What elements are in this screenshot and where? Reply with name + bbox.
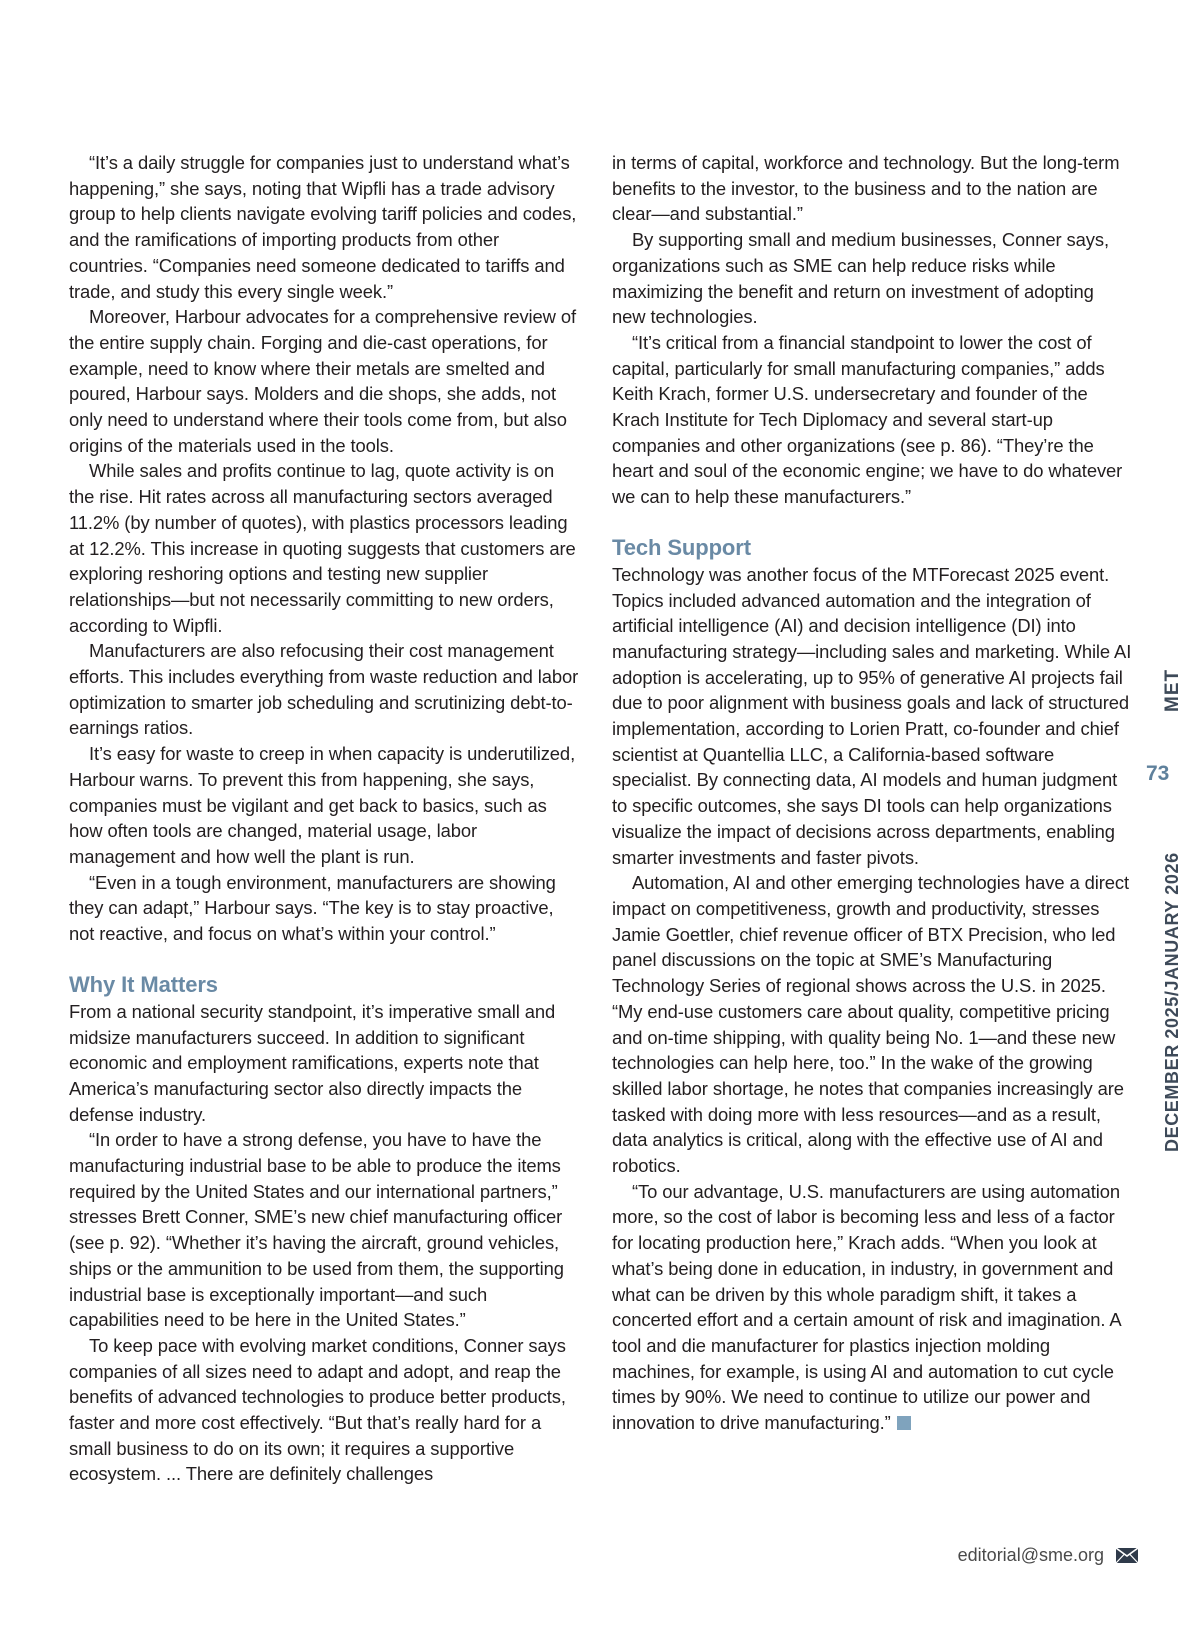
issue-date: DECEMBER 2025/JANUARY 2026 [1162, 852, 1182, 1152]
paragraph: “It’s a daily struggle for companies just to understand what’s happening,” she says, noting that Wipfli has a trade advisory group to help clients navigate evolving tariff policies and codes, and the ramifications of importing products from other countries. “Companies need someone dedicated to tariffs and trade, and study this every single week.” [69, 152, 577, 302]
section-heading-why-it-matters: Why It Matters [69, 971, 218, 997]
paragraph: “It’s critical from a financial standpoint to lower the cost of capital, particularly for small manufacturing companies,” adds Keith Krach, former U.S. undersecretary and founder of the Krach Institute for Tech Diplomacy and several start-up companies and other organizations (see p. 86). “They’re the heart and soul of the economic engine; we have to do whatever we can to help these manufacturers.” [612, 331, 1123, 508]
paragraph: Manufacturers are also refocusing their cost management efforts. This includes everything from waste reduction and labor optimization to smarter job scheduling and scrutinizing debt-to-earnings ratios. [69, 640, 579, 739]
paragraph: Technology was another focus of the MTForecast 2025 event. Topics included advanced automation and the integration of artificial intelligence (AI) and decision intelligence (DI) into manufacturing strategy—including sales and marketing. While AI adoption is accelerating, up to 95% of generative AI projects fail due to poor alignment with business goals and lack of structured implementation, according to Lorien Pratt, co-founder and chief scientist at Quantellia LLC, a California-based software specialist. By connecting data, AI models and human judgment to specific outcomes, she says DI tools can help organizations visualize the impact of decisions across departments, enabling smarter investments and faster pivots. [612, 563, 1132, 868]
paragraph-final-text: “To our advantage, U.S. manufacturers are using automation more, so the cost of labor is becoming less and less of a factor for locating production here,” Krach adds. “When you look at what’s being done in education, in industry, in government and what can be driven by this whole paradigm shift, it takes a concerted effort and a certain amount of risk and imagination. A tool and die manufacturer for plastics injection molding machines, for example, is using AI and automation to cut cycle times by 90%. We need to continue to utilize our power and innovation to drive manufacturing.” [612, 1180, 1121, 1434]
footer-email-link[interactable]: editorial@sme.org [957, 1545, 1104, 1565]
paragraph-final [612, 1179, 1132, 1436]
footer [958, 1545, 1138, 1566]
publication-name: MET [1162, 668, 1183, 712]
paragraph: To keep pace with evolving market conditions, Conner says companies of all sizes need to adapt and adopt, and reap the benefits of advanced technologies to produce better products, faster and more cost effectively. “But that’s really hard for a small business to do on its own; it requires a supportive ecosystem. ... There are definitely challenges [69, 1334, 566, 1485]
page-number: 73 [1146, 762, 1170, 785]
paragraph: Moreover, Harbour advocates for a comprehensive review of the entire supply chain. Forging and die-cast operations, for example, need to know where their metals are smelted and poured, Harbour says. Molders and die shops, she adds, not only need to understand where their tools come from, but also origins of the materials used in the tools. [69, 306, 576, 456]
paragraph: While sales and profits continue to lag, quote activity is on the rise. Hit rates across all manufacturing sectors averaged 11.2% (by number of quotes), with plastics processors leading at 12.2%. This increase in quoting suggests that customers are exploring reshoring options and testing new supplier relationships—but not necessarily committing to new orders, according to Wipfli. [69, 460, 576, 636]
paragraph: “Even in a tough environment, manufacturers are showing they can adapt,” Harbour says. “The key is to stay proactive, not reactive, and focus on what’s within your control.” [69, 871, 556, 945]
envelope-icon[interactable] [1116, 1548, 1138, 1563]
paragraph: in terms of capital, workforce and technology. But the long-term benefits to the investor, to the business and to the nation are clear—and substantial.” [612, 152, 1120, 225]
article-column-right [612, 150, 1132, 1436]
paragraph: From a national security standpoint, it’s imperative small and midsize manufacturers succeed. In addition to significant economic and employment ramifications, experts note that America’s manufacturing sector also directly impacts the defense industry. [69, 1000, 556, 1125]
paragraph: It’s easy for waste to creep in when capacity is underutilized, Harbour warns. To prevent this from happening, she says, companies must be vigilant and get back to basics, such as how often tools are changed, material usage, labor management and how well the plant is run. [69, 743, 576, 867]
paragraph: “In order to have a strong defense, you have to have the manufacturing industrial base to be able to produce the items required by the United States and our international partners,” stresses Brett Conner, SME’s new chief manufacturing officer (see p. 92). “Whether it’s having the aircraft, ground vehicles, ships or the ammunition to be used from them, the supporting industrial base is exceptionally important—and such capabilities need to be here in the United States.” [69, 1129, 564, 1331]
section-heading-tech-support: Tech Support [612, 534, 751, 560]
paragraph: Automation, AI and other emerging technologies have a direct impact on competitiveness, growth and productivity, stresses Jamie Goettler, chief revenue officer of BTX Precision, who led panel discussions on the topic at SME’s Manufacturing Technology Series of regional shows across the U.S. in 2025. “My end-use customers care about quality, competitive pricing and on-time shipping, with quality being No. 1—and these new technologies can help here, too.” In the wake of the growing skilled labor shortage, he notes that companies increasingly are tasked with doing more with less resources—and as a result, data analytics is critical, along with the effective use of AI and robotics. [612, 872, 1129, 1177]
article-column-left [69, 150, 579, 1487]
paragraph: By supporting small and medium businesses, Conner says, organizations such as SME can help reduce risks while maximizing the benefit and return on investment of adopting new technologies. [612, 229, 1109, 328]
end-of-article-square-icon [897, 1416, 911, 1430]
